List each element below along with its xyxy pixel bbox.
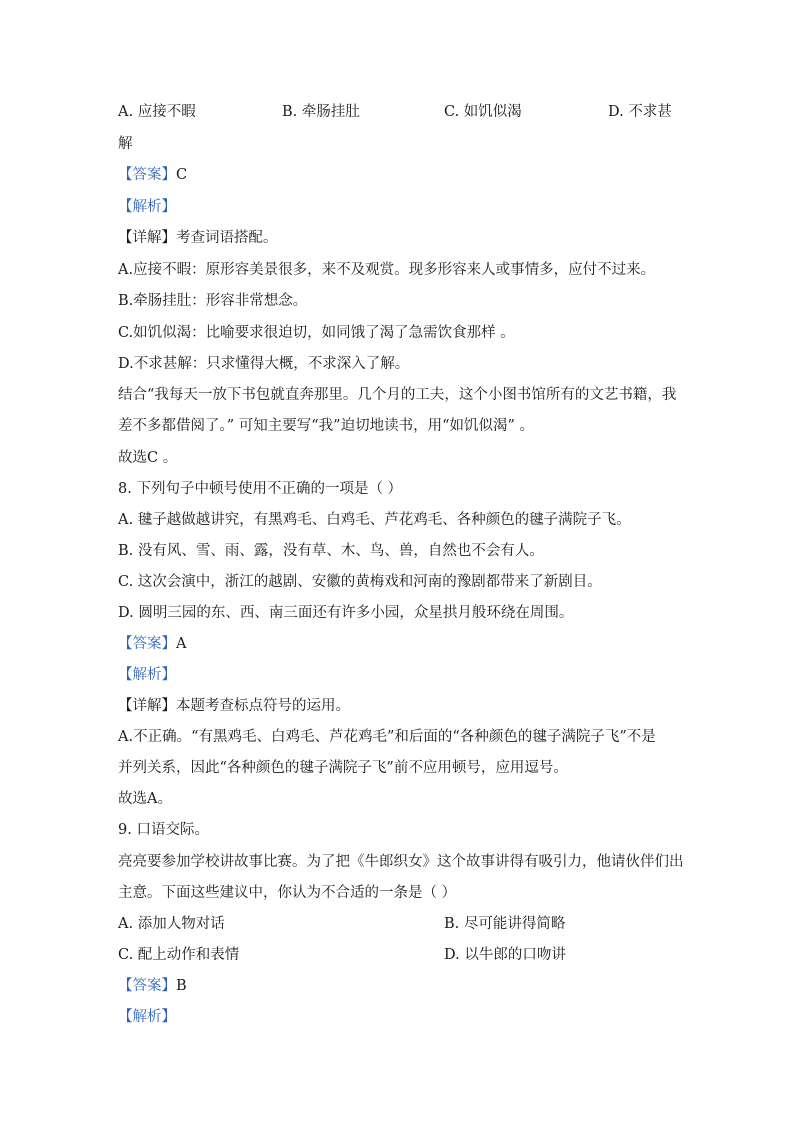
detail-label: 【详解】	[118, 698, 176, 714]
q9-answer	[118, 976, 187, 996]
q7-option-c: C. 如饥似渴	[444, 104, 522, 120]
q7-reasoning-2: 差不多都借阅了。” 可知主要写“我”迫切地读书，用“如饥似渴” 。	[118, 418, 535, 434]
detail-intro: 考查词语搭配。	[176, 230, 278, 246]
q7-analysis-label: 【解析】	[118, 199, 176, 215]
q7-option-b: B. 牵肠挂肚	[282, 104, 360, 120]
q8-analysis-label: 【解析】	[118, 667, 176, 683]
q9-question: 9. 口语交际。	[118, 822, 209, 838]
q7-explanation-a: A.应接不暇：原形容美景很多，来不及观赏。现多形容来人或事情多，应付不过来。	[118, 262, 656, 278]
q9-option-a: A. 添加人物对话	[118, 916, 225, 932]
q7-answer	[118, 165, 187, 185]
q8-detail	[118, 696, 350, 716]
q7-option-d: D. 不求甚	[608, 104, 672, 120]
q7-conclusion: 故选C 。	[118, 450, 178, 466]
answer-label: 【答案】	[118, 978, 176, 994]
q9-stem-2: 主意。下面这些建议中，你认为不合适的一条是（ ）	[118, 885, 457, 901]
q7-explanation-b: B.牵肠挂肚：形容非常想念。	[118, 293, 308, 309]
q8-conclusion: 故选A。	[118, 791, 172, 807]
q8-option-d: D. 圆明三园的东、西、南三面还有许多小园，众星拱月般环绕在周围。	[118, 605, 574, 621]
q7-explanation-c: C.如饥似渴：比喻要求很迫切，如同饿了渴了急需饮食那样 。	[118, 325, 515, 341]
answer-value: A	[176, 636, 187, 652]
q9-option-c: C. 配上动作和表情	[118, 947, 240, 963]
answer-value: C	[176, 167, 188, 183]
q9-option-d: D. 以牛郎的口吻讲	[444, 947, 566, 963]
q7-explanation-d: D.不求甚解：只求懂得大概，不求深入了解。	[118, 356, 410, 372]
detail-intro: 本题考查标点符号的运用。	[176, 698, 350, 714]
q7-reasoning-1: 结合“我每天一放下书包就直奔那里。几个月的工夫，这个小图书馆所有的文艺书籍，我	[118, 387, 677, 403]
answer-label: 【答案】	[118, 167, 176, 183]
q8-explanation-2: 并列关系，因此“各种颜色的毽子满院子飞”前不应用顿号，应用逗号。	[118, 760, 568, 776]
q7-option-d-wrap: 解	[118, 136, 133, 152]
q7-detail	[118, 228, 278, 248]
q9-analysis-label: 【解析】	[118, 1009, 176, 1025]
q9-stem-1: 亮亮要参加学校讲故事比赛。为了把《牛郎织女》这个故事讲得有吸引力，他请伙伴们出	[118, 854, 684, 870]
q8-question: 8. 下列句子中顿号使用不正确的一项是（ ）	[118, 481, 403, 497]
detail-label: 【详解】	[118, 230, 176, 246]
q8-answer	[118, 634, 186, 654]
q9-option-b: B. 尽可能讲得简略	[444, 916, 566, 932]
q7-option-a: A. 应接不暇	[118, 104, 196, 120]
q8-option-a: A. 毽子越做越讲究，有黑鸡毛、白鸡毛、芦花鸡毛、各种颜色的毽子满院子飞。	[118, 512, 631, 528]
q8-explanation-1: A.不正确。“有黑鸡毛、白鸡毛、芦花鸡毛”和后面的“各种颜色的毽子满院子飞”不是	[118, 729, 656, 745]
answer-value: B	[176, 978, 187, 994]
q8-option-c: C. 这次会演中，浙江的越剧、安徽的黄梅戏和河南的豫剧都带来了新剧目。	[118, 574, 602, 590]
answer-label: 【答案】	[118, 636, 176, 652]
q8-option-b: B. 没有风、雪、雨、露，没有草、木、鸟、兽，自然也不会有人。	[118, 543, 544, 559]
